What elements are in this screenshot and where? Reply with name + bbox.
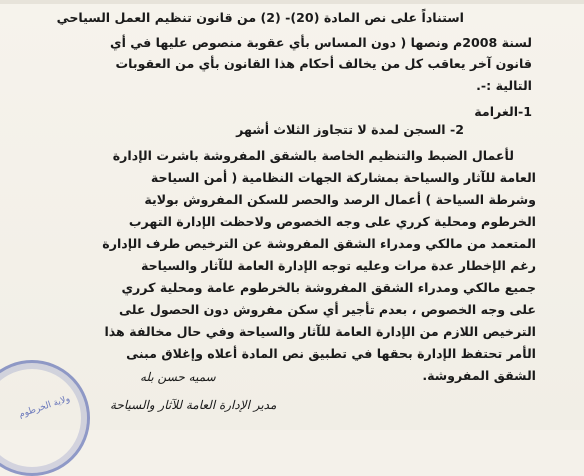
- body-line-10: الخرطوم ومحلية كرري على وجه الخصوص ولاحظت الإدارة التهرب: [128, 214, 536, 229]
- body-line-3: قانون آخر يعاقب كل من يخالف أحكام هذا القانون بأي من العقوبات: [115, 56, 532, 71]
- body-line-15: الترخيص اللازم من الإدارة العامة للآثار والسياحة وفي حال مخالفة هذا: [104, 324, 536, 339]
- body-line-14: على وجه الخصوص ، بعدم تأجير أي سكن مفروش دون الحصول على: [119, 302, 536, 317]
- body-line-8: العامة للآثار والسياحة بمشاركة الجهات النظامية ( أمن السياحة: [150, 170, 536, 185]
- body-line-1: استناداً على نص المادة (20)- (2) من قانون تنظيم العمل السياحي: [56, 10, 464, 25]
- signature-title: مدير الإدارة العامة للآثار والسياحة: [110, 398, 277, 412]
- body-line-4: التالية :-.: [476, 78, 532, 93]
- body-line-11: المتعمد من مالكي ومدراء الشقق المفروشة عن الترخيص طرف الإدارة: [102, 236, 536, 251]
- body-line-2: لسنة 2008م ونصها ( دون المساس بأي عقوبة منصوص عليها في أي: [110, 35, 532, 50]
- official-stamp: [0, 360, 90, 476]
- body-line-16: الأمر تحتفظ الإدارة بحقها في تطبيق نص المادة أعلاه وإغلاق مبنى: [126, 346, 536, 361]
- body-line-17: الشقق المفروشة.: [422, 368, 536, 383]
- body-line-7: لأعمال الضبط والتنظيم الخاصة بالشقق المفروشة باشرت الإدارة: [112, 148, 514, 163]
- top-edge: [0, 0, 584, 4]
- signature-name: سميه حسن بله: [140, 370, 216, 384]
- penalty-1: 1-الغرامة: [474, 104, 532, 119]
- stamp-text: ولاية الخرطوم: [17, 394, 72, 420]
- penalty-2: 2- السجن لمدة لا تتجاوز الثلاث أشهر: [236, 122, 464, 137]
- body-line-13: جميع مالكي ومدراء الشقق المفروشة بالخرطوم عامة ومحلية كرري: [121, 280, 536, 295]
- body-line-9: وشرطة السياحة ) أعمال الرصد والحصر للسكن المفروش بولاية: [144, 192, 536, 207]
- body-line-12: رغم الإخطار عدة مرات وعليه توجه الإدارة العامة للآثار والسياحة: [140, 258, 536, 273]
